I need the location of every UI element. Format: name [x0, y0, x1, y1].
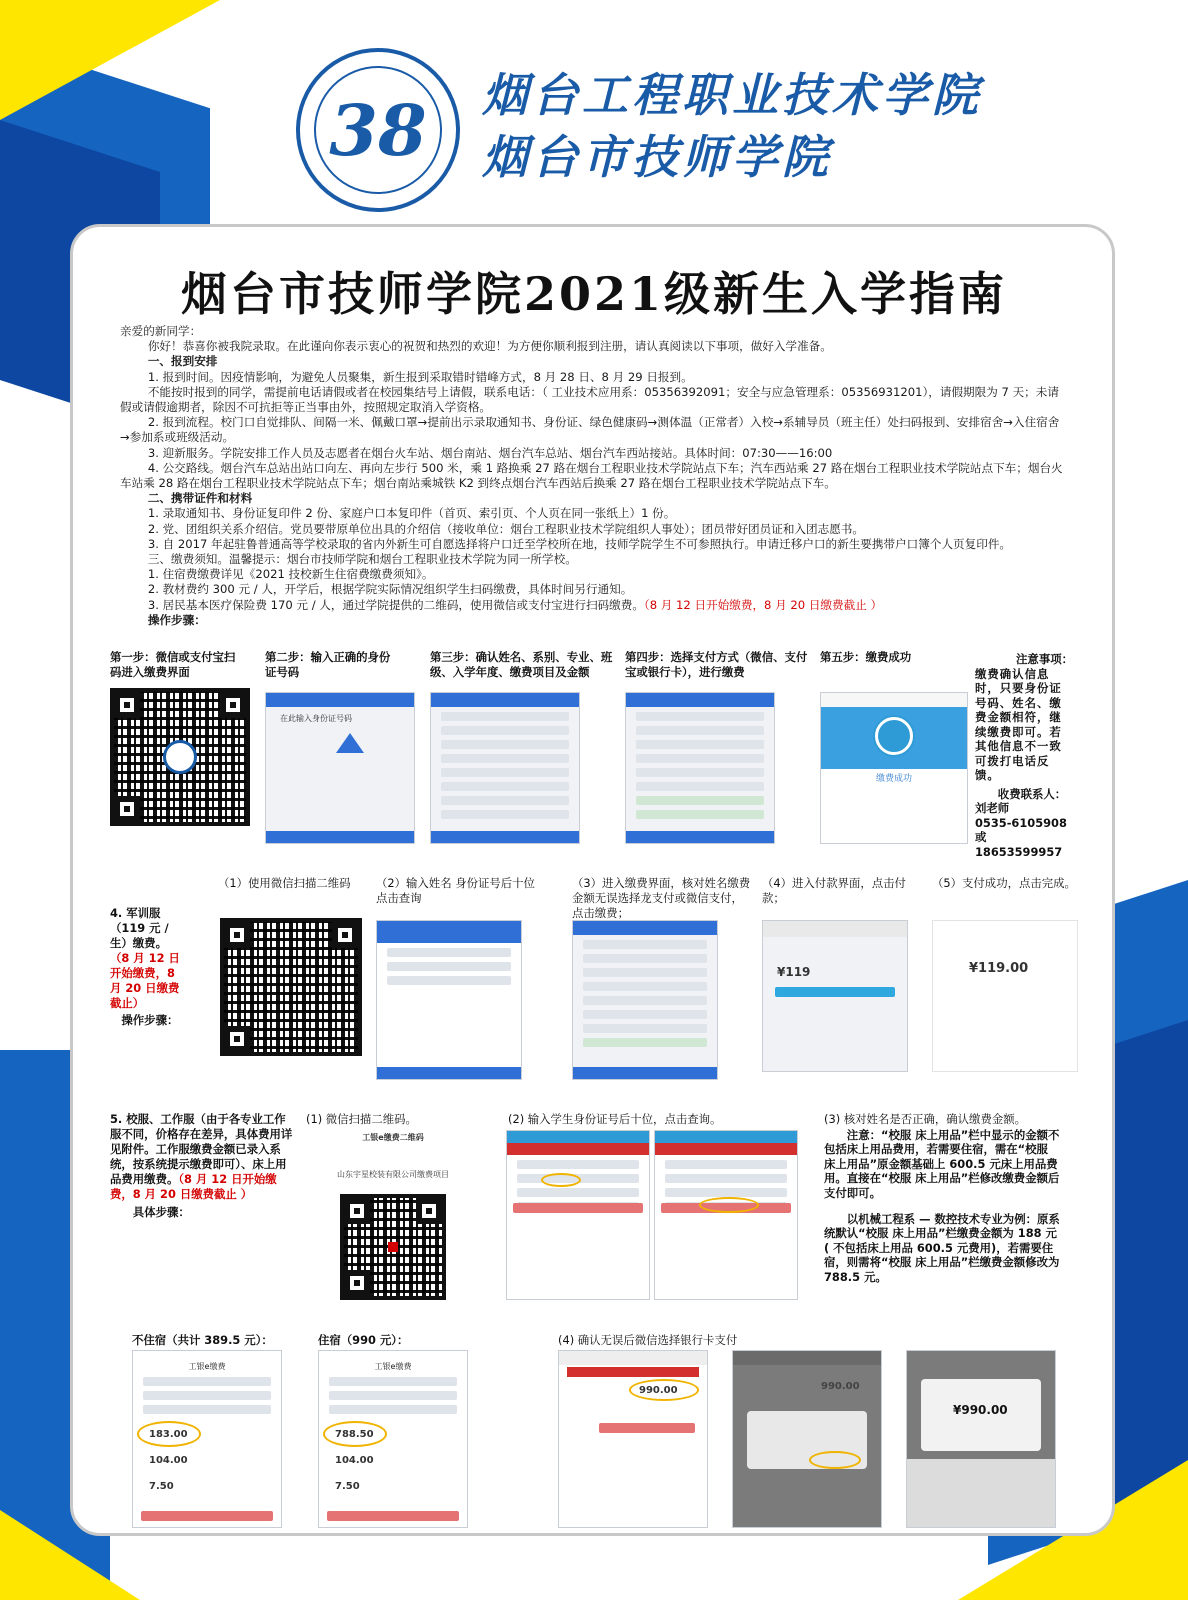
screen-footer [377, 1067, 521, 1079]
payment-option-row [636, 810, 764, 819]
military-steps-label: 操作步骤： [121, 1013, 179, 1027]
confirm-pay-button [599, 1423, 695, 1433]
highlight-oval [541, 1173, 581, 1187]
screen-header [573, 921, 717, 935]
welcome-text: 你好！恭喜你被我院录取。在此谨向你表示衷心的祝贺和热烈的欢迎！为方便你顺利报到注册，请认真阅读以下事项，做好入学准备。 [147, 339, 832, 354]
screen-row [517, 1160, 639, 1169]
uniform-deadline: （8 月 12 日开始缴费，8 月 20 日缴费截止 ） [110, 1172, 277, 1201]
screen-row [583, 940, 707, 949]
notes-title: 注意事项： [1016, 652, 1073, 666]
decor-yellow-corner [0, 0, 220, 120]
screen-title: 工银e缴费 [374, 1362, 412, 1371]
screen-row [636, 768, 764, 777]
page-title: 烟台市技师学院2021级新生入学指南 [180, 267, 1008, 321]
military-step3-screen [572, 920, 718, 1080]
uniform-label: 5. 校服、工作服（由于各专业工作服不同，价格存在差异，具体费用详见附件。工作服缴费金额已录入系统，按系统提示缴费即可）、床上用品费用缴费。 [110, 1112, 293, 1186]
screen-footer [573, 1067, 717, 1079]
screen-row [517, 1188, 639, 1197]
uniform-step2-caption: (2) 输入学生身份证号后十位，点击查询。 [508, 1112, 722, 1126]
screen-header [559, 1351, 707, 1365]
military-qr-code [220, 918, 362, 1056]
highlight-oval [699, 1197, 759, 1213]
qr-card-subtitle: 山东宇星校装有限公司缴费项目 [337, 1170, 449, 1179]
greeting: 亲爱的新同学： [120, 324, 202, 338]
screen-row [441, 810, 569, 819]
pay-screen-3 [906, 1350, 1056, 1528]
uniform-note2: 以机械工程系 — 数控技术专业为例：原系统默认“校服 床上用品”栏缴费金额为 188 元( 不包括床上用品 600.5 元费用)，若需要住宿，则需将“校服 床上用品”栏缴费金额修改为 788.5 元。 [824, 1212, 1060, 1284]
qr-finder [224, 922, 250, 948]
success-check-icon [875, 717, 913, 755]
pay-screen-1 [558, 1350, 708, 1528]
screen-row [583, 954, 707, 963]
uniform-qr-code [340, 1194, 446, 1300]
insurance-step2-caption: 第二步：输入正确的身份证号码 [265, 650, 391, 679]
insurance-step4-caption: 第四步：选择支付方式（微信、支付宝或银行卡），进行缴费 [625, 650, 808, 679]
screen-row [636, 754, 764, 763]
screen-row [441, 796, 569, 805]
screen-row [329, 1391, 457, 1400]
screen-footer [431, 831, 579, 843]
screen-tab-bar [507, 1143, 649, 1155]
military-paid-amount: ¥119.00 [969, 961, 1029, 976]
qr-finder [416, 1198, 442, 1224]
screen-row [665, 1188, 787, 1197]
highlight-oval [323, 1421, 387, 1447]
military-pay-amount: ¥119 [777, 965, 811, 979]
uniform-qr-card [318, 1130, 468, 1322]
workwear-amount: 104.00 [149, 1455, 188, 1466]
uniform-step2-screen-b [654, 1130, 798, 1300]
screen-footer [266, 831, 414, 843]
screen-header [377, 921, 521, 943]
success-text: 缴费成功 [875, 774, 912, 784]
pay-button [327, 1511, 459, 1521]
school-names [482, 64, 982, 188]
section3-heading: 三、缴费须知。温馨提示：烟台市技师学院和烟台工程职业技术学院为同一所学校。 [147, 552, 577, 567]
screen-row [636, 712, 764, 721]
pay-button [141, 1511, 273, 1521]
screen-row [329, 1377, 457, 1386]
contact-label: 收费联系人：刘老师 [975, 786, 1067, 815]
insurance-step5-screen [820, 692, 968, 844]
screen-row [441, 782, 569, 791]
screen-header [821, 693, 967, 707]
uniform-step4-caption: (4) 确认无误后微信选择银行卡支付 [558, 1333, 738, 1347]
payment-option-row [583, 1038, 707, 1047]
uniform-note1: 注意：“校服 床上用品”栏中显示的金额不包括床上用品费用，若需要住宿，需在“校服 床上用品”原金额基础上 600.5 元床上用品费用。直接在“校服 床上用品”栏修改缴费金额后支付即可。 [824, 1128, 1060, 1200]
military-step4-caption: （4）进入付款界面，点击付款； [762, 876, 906, 905]
screen-row [441, 726, 569, 735]
screen-header [655, 1131, 797, 1143]
pay-amount-final: ¥990.00 [953, 1403, 1008, 1417]
section2-item2: 2. 党、团组织关系介绍信。党员要带原单位出具的介绍信（接收单位：烟台工程职业技术学院组织人事处）；团员带好团员证和入团志愿书。 [147, 521, 864, 536]
guide-body [120, 324, 1065, 628]
military-step1-caption: （1）使用微信扫描二维码 [218, 876, 351, 890]
screen-row [441, 754, 569, 763]
uniform-step2-screen-a [506, 1130, 650, 1300]
military-label: 4. 军训服（119 元 / 生）缴费。 [110, 906, 169, 950]
insurance-step3-screen [430, 692, 580, 844]
uniform-step3-caption: (3) 核对姓名是否正确，确认缴费金额。 [824, 1112, 1027, 1126]
section3-deadline: （8 月 12 日开始缴费，8 月 20 日缴费截止 ） [643, 597, 883, 612]
screen-row [583, 996, 707, 1005]
uniform-steps-label: 具体步骤： [132, 1205, 190, 1219]
pay-amount: 990.00 [821, 1381, 860, 1392]
highlight-oval [629, 1379, 699, 1401]
insurance-step3-caption: 第三步：确认姓名、系别、专业、班级、入学年度、缴费项目及金额 [430, 650, 613, 679]
screen-row [636, 740, 764, 749]
screen-row [143, 1377, 271, 1386]
section3-item3: 3. 居民基本医疗保险费 170 元 / 人，通过学院提供的二维码，使用微信或支付宝进行扫码缴费。 [147, 597, 644, 612]
payment-option-row [636, 796, 764, 805]
insurance-step1-caption: 第一步：微信或支付宝扫码进入缴费界面 [110, 650, 236, 679]
section2-heading: 二、携带证件和材料 [147, 491, 253, 506]
qr-finder [224, 1026, 250, 1052]
section1-item3: 3. 迎新服务。学院安排工作人员及志愿者在烟台火车站、烟台南站、烟台汽车总站、烟台汽车西站接站。具体时间：07:30——16:00 [147, 445, 833, 460]
insurance-qr-code [110, 688, 250, 826]
military-step2-caption: （2）输入姓名 身份证号后十位 点击查询 [376, 876, 535, 905]
pay-amount: 990.00 [639, 1385, 678, 1396]
screen-header [733, 1351, 881, 1365]
qr-card-title: 工银e缴费二维码 [362, 1133, 424, 1142]
screen-tab-bar [655, 1143, 797, 1155]
workwear-amount: 104.00 [335, 1455, 374, 1466]
highlight-oval [137, 1421, 201, 1447]
screen-header [763, 921, 907, 937]
military-block [110, 906, 186, 1028]
misc-amount: 7.50 [149, 1481, 174, 1492]
section2-item1: 1. 录取通知书、身份证复印件 2 份、家庭户口本复印件（首页、索引页、个人页在同一张纸上）1 份。 [147, 506, 676, 521]
screen-row [583, 982, 707, 991]
merchant-bar [567, 1367, 699, 1377]
insurance-step2-screen [265, 692, 415, 844]
screen-row [143, 1405, 271, 1414]
notes-body: 缴费确认信息时，只要身份证号码、姓名、缴费金额相符，继续缴费即可。若其他信息不一致可拨打电话反馈。 [975, 666, 1062, 782]
pay-screen-2 [732, 1350, 882, 1528]
school-name-2: 烟台市技师学院 [482, 130, 832, 184]
screen-row [665, 1174, 787, 1183]
screen-footer [626, 831, 774, 843]
military-deadline: （8 月 12 日开始缴费，8 月 20 日缴费截止） [110, 951, 180, 1010]
section1-item1b: 不能按时报到的同学，需提前电话请假或者在校园集结号上请假，联系电话：（ 工业技术应用系：05356392091；安全与应急管理系：05356931201），请假期限为 7 天；未请假或请假逾期者，除因不可抗拒等正当事由外，按照规定取消入学资格。 [120, 384, 1059, 415]
insurance-step4-screen [625, 692, 775, 844]
screen-row [441, 740, 569, 749]
qr-finder [344, 1198, 370, 1224]
screen-row [441, 768, 569, 777]
contact-phone1: 0535-6105908 [975, 815, 1067, 830]
section3-item1: 1. 住宿费缴费详见《2021 技校新生住宿费缴费须知》。 [147, 567, 434, 582]
section3-item2: 2. 教材费约 300 元 / 人，开学后，根据学院实际情况组织学生扫码缴费，具体时间另行通知。 [147, 582, 633, 597]
contact-phone2: 或 18653599957 [975, 830, 1063, 859]
pay-button [775, 987, 895, 997]
screen-row [387, 976, 511, 985]
military-step4-screen [762, 920, 908, 1072]
insurance-step5-caption: 第五步：缴费成功 [820, 650, 912, 664]
misc-amount: 7.50 [335, 1481, 360, 1492]
section2-item3: 3. 自 2017 年起驻鲁普通高等学校录取的省内外新生可自愿选择将户口迁至学校所在地，技师学院学生不可参照执行。申请迁移户口的新生要携带户口簿个人页复印件。 [147, 536, 1012, 551]
screen-header [266, 693, 414, 707]
no-dorm-screen [132, 1350, 282, 1528]
uniform-step1-caption: (1) 微信扫描二维码。 [306, 1112, 417, 1126]
section3-steps-label: 操作步骤： [147, 612, 206, 627]
screen-header [626, 693, 774, 707]
arrow-icon [336, 733, 364, 753]
qr-finder [114, 796, 140, 822]
number-keypad [907, 1459, 1055, 1527]
uniform-amount: 183.00 [149, 1429, 188, 1440]
qr-center-logo [388, 1242, 398, 1252]
screen-row [387, 948, 511, 957]
military-step2-screen [376, 920, 522, 1080]
screen-row [583, 968, 707, 977]
logo-ring [314, 66, 442, 194]
highlight-oval [809, 1451, 861, 1469]
qr-center-logo [163, 740, 197, 774]
screen-row [441, 712, 569, 721]
screen-row [665, 1160, 787, 1169]
screen-row [583, 1024, 707, 1033]
military-step3-caption: （3）进入缴费界面，核对姓名缴费金额无误选择龙支付或微信支付，点击缴费； [572, 876, 751, 920]
school-name-1: 烟台工程职业技术学院 [482, 68, 982, 122]
dorm-label: 住宿（990 元）： [318, 1333, 409, 1347]
no-dorm-label: 不住宿（共计 389.5 元）： [132, 1333, 273, 1347]
section1-item1: 1. 报到时间。因疫情影响，为避免人员聚集，新生报到采取错时错峰方式，8 月 28 日、8 月 29 日报到。 [147, 369, 693, 384]
query-button [513, 1203, 643, 1213]
screen-header [507, 1131, 649, 1143]
qr-finder [114, 692, 140, 718]
screen-row [636, 726, 764, 735]
screen-row [636, 782, 764, 791]
uniform-amount: 788.50 [335, 1429, 374, 1440]
qr-finder [332, 922, 358, 948]
id-input-hint: 在此输入身份证号码 [280, 714, 352, 723]
military-step5-caption: （5）支付成功，点击完成。 [932, 876, 1076, 890]
section1-item2: 2. 报到流程。校门口自觉排队、间隔一米、佩戴口罩→提前出示录取通知书、身份证、绿色健康码→测体温（正常者）入校→系辅导员（班主任）处扫码报到、安排宿舍→入住宿舍→参加系或班级活动。 [120, 415, 1060, 445]
screen-row [143, 1391, 271, 1400]
dorm-screen [318, 1350, 468, 1528]
screen-header [431, 693, 579, 707]
uniform-block [110, 1112, 295, 1220]
screen-title: 工银e缴费 [188, 1362, 226, 1371]
section1-item4: 4. 公交路线。烟台汽车总站出站口向左、再向左步行 500 米，乘 1 路换乘 27 路在烟台工程职业技术学院站点下车；汽车西站乘 27 路在烟台工程职业技术学院站点下车；烟台火车站乘 28 路在烟台工程职业技术学院站点下车；烟台南站乘城铁 K2 到终点烟台汽车西站后换乘 27 路在烟台工程职业技术学院站点下车。 [120, 460, 1063, 491]
qr-finder [344, 1270, 370, 1296]
section1-heading: 一、报到安排 [147, 354, 218, 369]
screen-row [329, 1405, 457, 1414]
screen-row [583, 1010, 707, 1019]
college-logo [296, 48, 460, 212]
screen-row [387, 962, 511, 971]
notes-block [975, 652, 1073, 859]
logo-mark: 38 [329, 88, 427, 172]
military-step5-screen [932, 920, 1078, 1072]
qr-finder [220, 692, 246, 718]
success-banner [821, 707, 967, 769]
